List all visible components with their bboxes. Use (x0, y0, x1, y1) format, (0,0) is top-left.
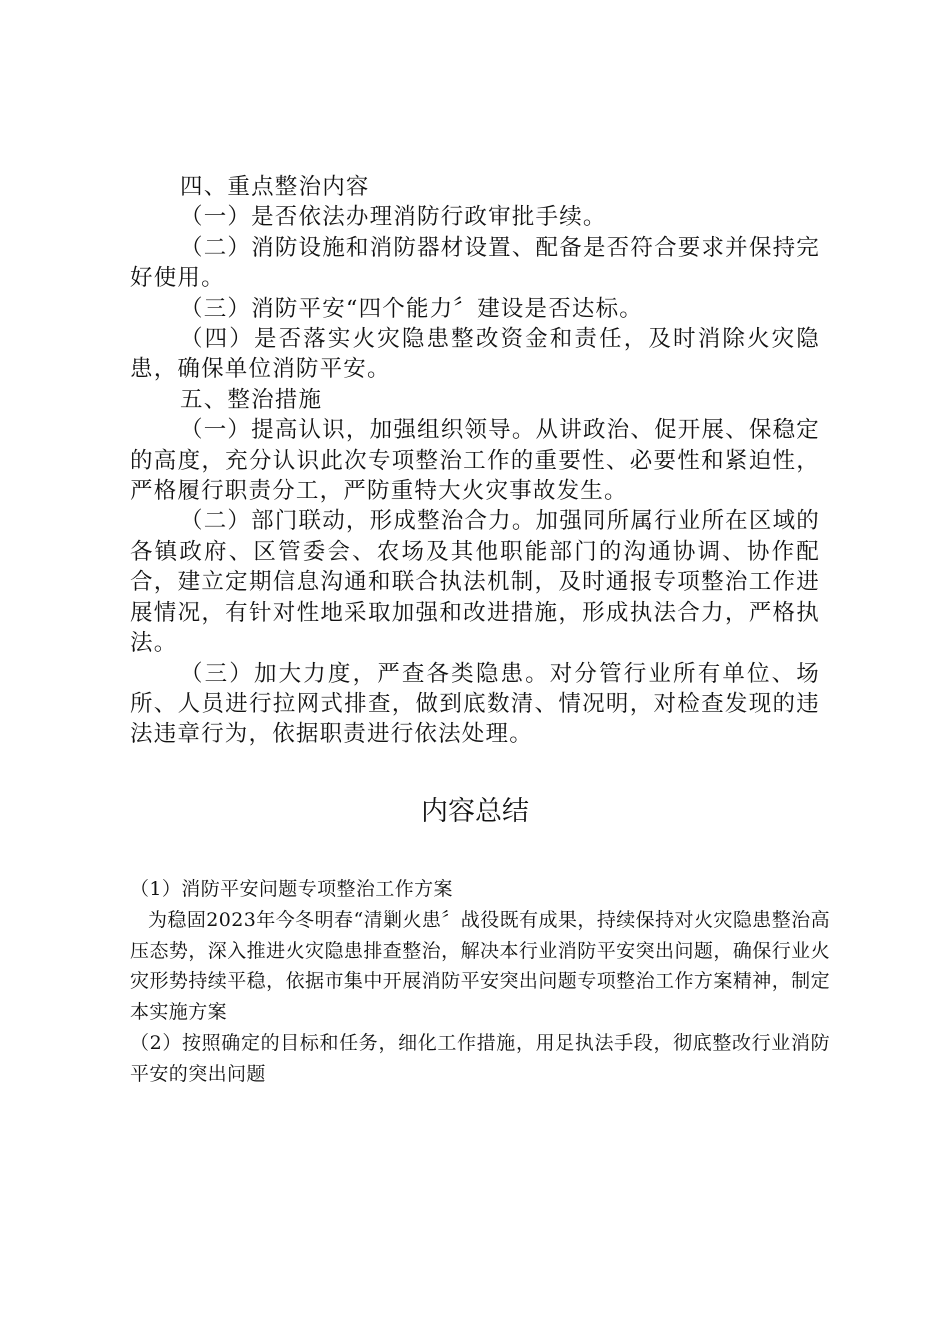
section-5-item-2: （二）部门联动，形成整治合力。加强同所属行业所在区域的各镇政府、区管委会、农场及其他职能部门的沟通协调、协作配合，建立定期信息沟通和联合执法机制，及时通报专项整治工作进展情况，有针对性地采取加强和改进措施，形成执法合力，严格执法。 (130, 508, 820, 657)
section-heading-5: 五、整治措施 (180, 386, 323, 413)
section-4-item-2: （二）消防设施和消防器材设置、配备是否符合要求并保持完好使用。 (130, 234, 820, 292)
section-5-item-3: （三）加大力度，严查各类隐患。对分管行业所有单位、场所、人员进行拉网式排查，做到底数清、情况明，对检查发现的违法违章行为，依据职责进行依法处理。 (130, 660, 820, 748)
summary-item-1-body: 为稳固2023年今冬明春“清剿火患〞战役既有成果，持续保持对火灾隐患整治高压态势，深入推进火灾隐患排查整治，解决本行业消防平安突出问题，确保行业火灾形势持续平稳，依据市集中开展消防平安突出问题专项整治工作方案精神，制定本实施方案 (130, 908, 830, 1024)
summary-body (130, 874, 830, 1090)
summary-item-2: （2）按照确定的目标和任务，细化工作措施，用足执法手段，彻底整改行业消防平安的突出问题 (130, 1031, 830, 1085)
section-heading-4: 四、重点整治内容 (180, 174, 370, 200)
section-4-item-3: （三）消防平安“四个能力〞建设是否达标。 (180, 295, 644, 322)
summary-item-1-label: （1）消防平安问题专项整治工作方案 (130, 878, 453, 900)
section-4-item-1: （一）是否依法办理消防行政审批手续。 (180, 204, 607, 231)
section-5-item-1: （一）提高认识，加强组织领导。从讲政治、促开展、保稳定的高度，充分认识此次专项整治工作的重要性、必要性和紧迫性，严格履行职责分工，严防重特大火灾事故发生。 (130, 417, 820, 505)
summary-title: 内容总结 (421, 796, 529, 827)
section-4-item-4: （四）是否落实火灾隐患整改资金和责任，及时消除火灾隐患，确保单位消防平安。 (130, 326, 820, 383)
document-body (130, 172, 820, 750)
